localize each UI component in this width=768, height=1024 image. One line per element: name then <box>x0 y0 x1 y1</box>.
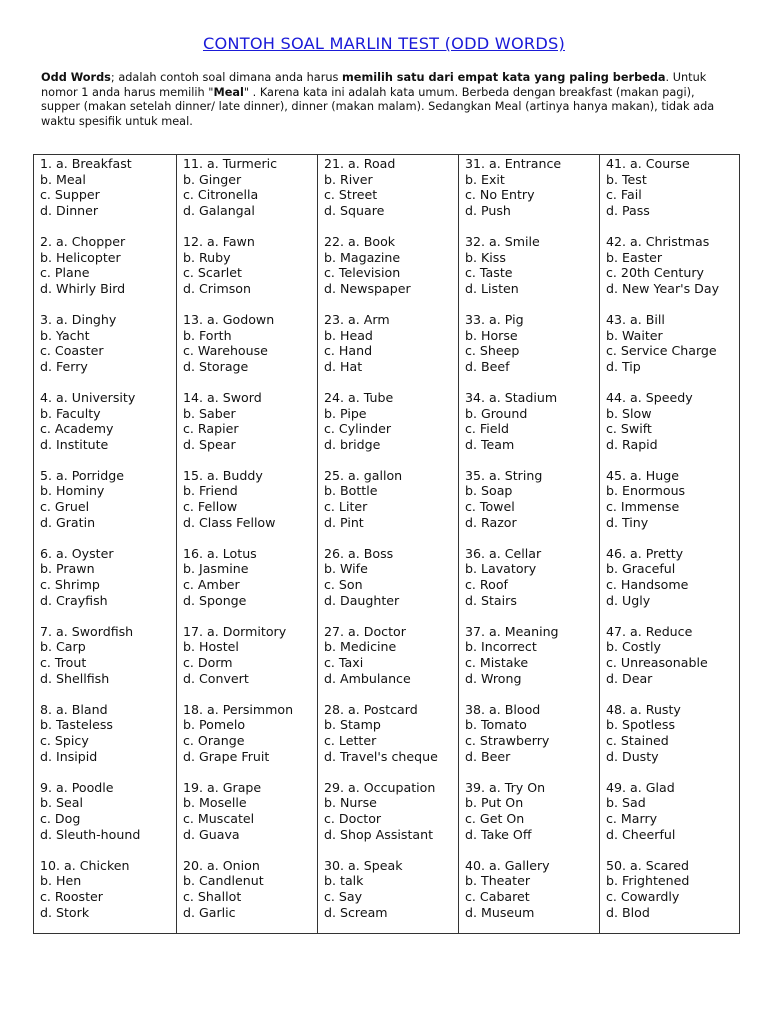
question-option: 46. a. Pretty <box>606 545 684 561</box>
question-option: c. Gruel <box>40 499 90 515</box>
question-option: b. Spotless <box>606 717 676 733</box>
question-option: d. Razor <box>465 514 517 530</box>
question-option: d. Gratin <box>40 514 96 530</box>
question-option: b. Enormous <box>606 483 686 499</box>
question-option: b. Easter <box>606 249 663 265</box>
question-option: b. Nurse <box>324 795 377 811</box>
question-option: b. Bottle <box>324 483 378 499</box>
question-option: b. Horse <box>465 327 518 343</box>
question-option: c. Roof <box>465 577 508 593</box>
question-option: d. Wrong <box>465 670 522 686</box>
question-item <box>183 624 317 686</box>
question-option: b. Stamp <box>324 717 381 733</box>
question-option: 42. a. Christmas <box>606 233 710 249</box>
question-option: d. Square <box>324 202 385 218</box>
question-item <box>465 234 599 296</box>
question-option: d. Beef <box>465 358 510 374</box>
question-option: c. Citronella <box>183 187 259 203</box>
question-option: 34. a. Stadium <box>465 389 558 405</box>
question-option: b. Ground <box>465 405 528 421</box>
question-option: d. bridge <box>324 436 381 452</box>
question-option: b. Helicopter <box>40 249 121 265</box>
intro-text <box>41 71 731 129</box>
question-option: d. Convert <box>183 670 249 686</box>
intro-term: Odd Words <box>41 71 111 84</box>
question-item <box>40 546 176 608</box>
question-option: c. Shallot <box>183 888 242 904</box>
question-option: 13. a. Godown <box>183 311 275 327</box>
question-option: 11. a. Turmeric <box>183 156 278 171</box>
question-option: b. Exit <box>465 171 505 187</box>
question-option: 40. a. Gallery <box>465 857 550 873</box>
question-option: d. Ferry <box>40 358 88 374</box>
question-option: d. Garlic <box>183 904 236 920</box>
question-option: c. Plane <box>40 265 90 281</box>
questions-column-1 <box>34 155 176 933</box>
question-item <box>183 780 317 842</box>
question-option: d. Class Fellow <box>183 514 276 530</box>
question-option: c. Taxi <box>324 655 364 670</box>
question-option: 4. a. University <box>40 389 136 405</box>
question-option: b. Yacht <box>40 327 90 343</box>
question-option: 47. a. Reduce <box>606 623 693 639</box>
question-option: b. Put On <box>465 795 524 811</box>
question-option: b. Pomelo <box>183 717 246 733</box>
question-option: c. Coaster <box>40 343 104 359</box>
question-option: c. Swift <box>606 421 652 437</box>
question-option: b. Seal <box>40 795 83 811</box>
page-title: CONTOH SOAL MARLIN TEST (ODD WORDS) <box>202 34 565 53</box>
question-item <box>324 156 458 218</box>
question-option: 31. a. Entrance <box>465 156 562 171</box>
question-option: 38. a. Blood <box>465 701 541 717</box>
question-option: 43. a. Bill <box>606 311 665 327</box>
question-option: 21. a. Road <box>324 156 396 171</box>
question-option: d. Shellfish <box>40 670 110 686</box>
question-option: d. Dusty <box>606 748 659 764</box>
intro-paragraph <box>41 71 731 129</box>
question-option: b. Moselle <box>183 795 247 811</box>
question-option: b. Soap <box>465 483 513 499</box>
question-item <box>465 546 599 608</box>
question-option: b. Ginger <box>183 171 242 187</box>
question-option: 26. a. Boss <box>324 545 394 561</box>
question-option: 48. a. Rusty <box>606 701 681 717</box>
question-item <box>324 546 458 608</box>
question-option: c. Spicy <box>40 732 89 748</box>
intro-part-2: . Untuk nomor 1 anda harus memilih " <box>41 71 707 99</box>
question-option: d. Whirly Bird <box>40 280 126 296</box>
question-option: d. New Year's Day <box>606 280 720 296</box>
question-option: c. Supper <box>40 187 100 203</box>
question-option: b. Kiss <box>465 249 506 265</box>
question-option: b. Ruby <box>183 249 231 265</box>
question-option: c. Dog <box>40 810 81 826</box>
question-option: b. Tasteless <box>40 717 113 733</box>
question-option: b. Friend <box>183 483 238 499</box>
question-option: 10. a. Chicken <box>40 857 130 873</box>
question-option: c. Handsome <box>606 577 689 593</box>
question-option: 19. a. Grape <box>183 779 262 795</box>
question-item <box>40 234 176 296</box>
question-option: d. Grape Fruit <box>183 748 270 764</box>
question-option: 29. a. Occupation <box>324 779 436 795</box>
question-option: d. Rapid <box>606 436 658 452</box>
question-option: b. Saber <box>183 405 236 421</box>
question-option: 35. a. String <box>465 467 543 483</box>
question-option: d. Museum <box>465 904 535 920</box>
question-option: 28. a. Postcard <box>324 701 418 717</box>
questions-table <box>33 154 740 934</box>
question-item <box>324 390 458 452</box>
question-option: b. Magazine <box>324 249 401 265</box>
question-option: d. Team <box>465 436 515 452</box>
question-option: 36. a. Cellar <box>465 545 542 561</box>
question-item <box>465 702 599 764</box>
question-option: d. Dinner <box>40 202 99 218</box>
question-item <box>40 858 176 920</box>
question-option: d. Tiny <box>606 514 649 530</box>
question-option: c. Marry <box>606 810 658 826</box>
question-option: b. Tomato <box>465 717 527 733</box>
question-option: d. Travel's cheque <box>324 748 438 764</box>
question-option: d. Guava <box>183 826 240 842</box>
question-option: c. Street <box>324 187 378 203</box>
question-option: d. Galangal <box>183 202 255 218</box>
question-option: c. Service Charge <box>606 343 717 359</box>
question-option: b. Candlenut <box>183 873 264 889</box>
question-option: b. Hominy <box>40 483 105 499</box>
question-option: 27. a. Doctor <box>324 623 406 639</box>
question-option: 2. a. Chopper <box>40 233 126 249</box>
question-option: 45. a. Huge <box>606 467 679 483</box>
question-option: b. Lavatory <box>465 561 537 577</box>
question-option: 17. a. Dormitory <box>183 623 287 639</box>
question-item <box>183 312 317 374</box>
question-option: c. Letter <box>324 732 377 748</box>
question-option: d. Institute <box>40 436 109 452</box>
question-option: d. Shop Assistant <box>324 826 434 842</box>
question-option: d. Daughter <box>324 592 400 608</box>
question-option: 30. a. Speak <box>324 857 403 873</box>
question-option: d. Insipid <box>40 748 98 764</box>
question-option: c. Fail <box>606 187 642 203</box>
intro-part-3: " . Karena kata ini adalah kata umum. Berbeda dengan breakfast (makan pagi), supper (makan setelah dinner/ late dinner), dinner (makan malam). Sedangkan Meal (artinya hanya makan), tidak ada waktu spesifik untuk meal. <box>41 85 715 128</box>
question-option: c. Towel <box>465 499 515 515</box>
question-option: 15. a. Buddy <box>183 467 263 483</box>
question-item <box>40 780 176 842</box>
question-option: c. Orange <box>183 732 245 748</box>
question-item <box>465 156 599 218</box>
question-item <box>324 234 458 296</box>
question-option: 33. a. Pig <box>465 311 524 327</box>
question-option: 39. a. Try On <box>465 779 546 795</box>
question-option: d. Stairs <box>465 592 517 608</box>
question-option: c. Fellow <box>183 499 238 515</box>
question-item <box>40 312 176 374</box>
question-option: 22. a. Book <box>324 233 396 249</box>
question-option: c. 20th Century <box>606 265 704 281</box>
question-option: c. Stained <box>606 732 669 748</box>
question-option: d. Crimson <box>183 280 251 296</box>
question-item <box>324 780 458 842</box>
question-item <box>183 390 317 452</box>
question-option: b. Incorrect <box>465 639 537 655</box>
question-option: c. Mistake <box>465 655 529 670</box>
question-item <box>40 702 176 764</box>
question-option: d. Cheerful <box>606 826 676 842</box>
question-option: c. Get On <box>465 810 525 826</box>
question-option: 14. a. Sword <box>183 389 262 405</box>
question-option: d. Sponge <box>183 592 247 608</box>
question-item <box>183 234 317 296</box>
question-option: d. Ambulance <box>324 670 411 686</box>
question-item <box>606 390 741 452</box>
question-item <box>465 858 599 920</box>
question-option: b. Forth <box>183 327 232 343</box>
question-option: b. Jasmine <box>183 561 249 577</box>
question-option: c. Sheep <box>465 343 520 359</box>
question-option: b. Graceful <box>606 561 676 577</box>
question-option: c. Television <box>324 265 401 281</box>
question-option: c. Immense <box>606 499 680 515</box>
question-item <box>40 468 176 530</box>
question-option: c. Cabaret <box>465 888 530 904</box>
question-item <box>465 312 599 374</box>
question-option: c. Say <box>324 888 363 904</box>
question-option: d. Push <box>465 202 511 218</box>
question-item <box>40 624 176 686</box>
question-item <box>465 468 599 530</box>
question-option: d. Sleuth-hound <box>40 826 141 842</box>
question-option: 8. a. Bland <box>40 701 108 717</box>
question-option: 12. a. Fawn <box>183 233 255 249</box>
question-item <box>465 780 599 842</box>
question-option: 37. a. Meaning <box>465 623 559 639</box>
question-option: d. Beer <box>465 748 511 764</box>
question-option: 9. a. Poodle <box>40 779 114 795</box>
question-option: 6. a. Oyster <box>40 545 114 561</box>
question-option: b. Slow <box>606 405 652 421</box>
question-item <box>40 156 176 218</box>
question-option: c. Cowardly <box>606 888 680 904</box>
question-option: c. Field <box>465 421 509 437</box>
intro-bold-2: Meal <box>213 85 244 99</box>
question-option: 16. a. Lotus <box>183 545 257 561</box>
question-option: c. Rapier <box>183 421 239 437</box>
question-item <box>183 156 317 218</box>
question-item <box>183 546 317 608</box>
question-option: d. Stork <box>40 904 90 920</box>
question-option: b. Prawn <box>40 561 95 577</box>
question-option: d. Tip <box>606 358 641 374</box>
question-option: b. Wife <box>324 561 368 577</box>
question-item <box>183 858 317 920</box>
question-option: b. Hostel <box>183 639 239 655</box>
question-option: c. Dorm <box>183 655 233 670</box>
question-option: 7. a. Swordfish <box>40 623 134 639</box>
question-option: 44. a. Speedy <box>606 389 693 405</box>
question-item <box>40 390 176 452</box>
question-item <box>606 156 741 218</box>
questions-column-3 <box>317 155 458 933</box>
question-item <box>183 702 317 764</box>
question-option: c. Hand <box>324 343 373 359</box>
question-option: 1. a. Breakfast <box>40 156 132 171</box>
question-option: d. Newspaper <box>324 280 411 296</box>
question-option: b. Frightened <box>606 873 690 889</box>
question-option: 41. a. Course <box>606 156 690 171</box>
question-option: d. Listen <box>465 280 519 296</box>
question-option: 24. a. Tube <box>324 389 394 405</box>
question-option: d. Blod <box>606 904 650 920</box>
question-option: 18. a. Persimmon <box>183 701 294 717</box>
question-option: b. Pipe <box>324 405 367 421</box>
question-option: d. Pass <box>606 202 650 218</box>
question-option: d. Spear <box>183 436 236 452</box>
question-option: b. Faculty <box>40 405 101 421</box>
question-item <box>606 858 741 920</box>
question-item <box>324 312 458 374</box>
question-item <box>324 624 458 686</box>
question-option: 50. a. Scared <box>606 857 690 873</box>
question-option: b. talk <box>324 873 364 889</box>
question-item <box>606 780 741 842</box>
question-item <box>465 624 599 686</box>
question-item <box>606 312 741 374</box>
question-option: c. Son <box>324 577 363 593</box>
question-option: b. Meal <box>40 171 86 187</box>
question-option: 20. a. Onion <box>183 857 260 873</box>
question-option: 32. a. Smile <box>465 233 540 249</box>
question-option: d. Storage <box>183 358 249 374</box>
intro-part-1: ; adalah contoh soal dimana anda harus <box>110 71 343 84</box>
question-option: 49. a. Glad <box>606 779 675 795</box>
question-option: d. Ugly <box>606 592 651 608</box>
question-option: b. Costly <box>606 639 661 655</box>
question-option: c. Taste <box>465 265 513 281</box>
questions-column-5 <box>599 155 741 933</box>
question-item <box>324 858 458 920</box>
question-item <box>324 702 458 764</box>
intro-bold-1: memilih satu dari empat kata yang paling berbeda <box>342 71 666 84</box>
question-option: c. Doctor <box>324 810 382 826</box>
question-option: d. Crayfish <box>40 592 108 608</box>
question-option: b. Test <box>606 171 647 187</box>
question-option: b. Sad <box>606 795 646 811</box>
question-option: 3. a. Dinghy <box>40 311 117 327</box>
question-option: c. Scarlet <box>183 265 242 281</box>
question-option: d. Take Off <box>465 826 532 842</box>
question-option: c. Cylinder <box>324 421 392 437</box>
questions-column-2 <box>176 155 317 933</box>
question-option: b. Hen <box>40 873 82 889</box>
question-option: c. No Entry <box>465 187 535 203</box>
question-option: 23. a. Arm <box>324 311 390 327</box>
question-item <box>183 468 317 530</box>
question-option: d. Scream <box>324 904 388 920</box>
question-option: b. Waiter <box>606 327 663 343</box>
question-option: b. Medicine <box>324 639 397 655</box>
question-option: c. Amber <box>183 577 240 593</box>
question-option: b. Carp <box>40 639 86 655</box>
question-option: c. Shrimp <box>40 577 100 593</box>
question-option: c. Academy <box>40 421 114 437</box>
question-item <box>606 468 741 530</box>
question-option: c. Strawberry <box>465 732 550 748</box>
questions-column-4 <box>458 155 599 933</box>
question-item <box>324 468 458 530</box>
question-option: 25. a. gallon <box>324 467 403 483</box>
question-option: b. River <box>324 171 373 187</box>
question-item <box>606 234 741 296</box>
question-option: d. Hat <box>324 358 363 374</box>
question-item <box>606 624 741 686</box>
question-option: b. Head <box>324 327 373 343</box>
question-option: c. Unreasonable <box>606 655 708 670</box>
question-option: d. Pint <box>324 514 364 530</box>
question-item <box>606 702 741 764</box>
question-option: c. Trout <box>40 655 87 670</box>
question-option: c. Rooster <box>40 888 103 904</box>
question-option: c. Muscatel <box>183 810 255 826</box>
question-item <box>465 390 599 452</box>
question-option: b. Theater <box>465 873 531 889</box>
question-option: c. Liter <box>324 499 368 515</box>
question-option: 5. a. Porridge <box>40 467 124 483</box>
question-item <box>606 546 741 608</box>
question-option: d. Dear <box>606 670 653 686</box>
question-option: c. Warehouse <box>183 343 268 359</box>
